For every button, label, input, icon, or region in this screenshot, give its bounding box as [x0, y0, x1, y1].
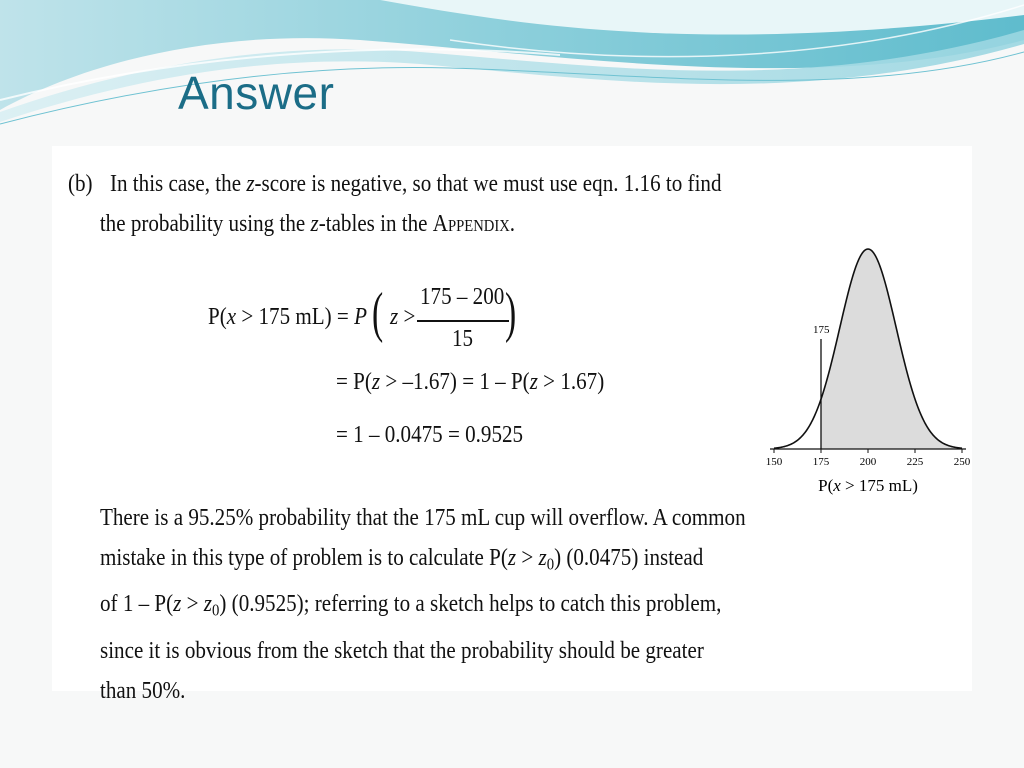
part-label: (b): [68, 170, 93, 197]
normal-distribution-chart: [752, 245, 982, 515]
x-tick-label-200: 200: [859, 456, 877, 468]
intro-paragraph: (b) In this case, the z-score is negative, so that we must use eqn. 1.16 to find the probability using the z-tables in the Appendix.: [68, 170, 722, 237]
right-paren: ): [505, 282, 517, 344]
x-tick-label-150: 150: [765, 456, 783, 468]
marker-label: 175: [813, 324, 830, 336]
x-tick-label-175: 175: [812, 456, 830, 468]
conclusion-paragraph: There is a 95.25% probability that the 175 mL cup will overflow. A common mistake in this type of problem is to calculate $P(z > z_0)$ (0.0475) instead of $1 - P(z > z_0)$ (0.9525); referring to a sketch helps to catch this problem, since it is obvious from the sketch that the probability should be greater than 50%.: [100, 504, 746, 704]
x-tick-label-250: 250: [953, 456, 971, 468]
slide-title: Answer: [178, 67, 335, 119]
shaded-area: [821, 249, 962, 449]
fraction-denominator: 15: [452, 325, 474, 352]
equation-line-1-lhs: P(x > 175 mL) = P: [208, 303, 367, 330]
equation-line-1-z: z >: [390, 303, 416, 330]
chart-caption: P(x > 175 mL): [818, 476, 918, 495]
left-paren: (: [372, 282, 384, 344]
header-wave-decoration: [0, 0, 1024, 130]
fraction-bar: [417, 320, 509, 322]
equation-line-2: = P(z > –1.67) = 1 – P(z > 1.67): [336, 368, 605, 395]
equation-line-3: = 1 – 0.0475 = 0.9525: [336, 421, 524, 448]
x-tick-label-225: 225: [906, 456, 924, 468]
fraction-numerator: 175 – 200: [420, 283, 505, 310]
